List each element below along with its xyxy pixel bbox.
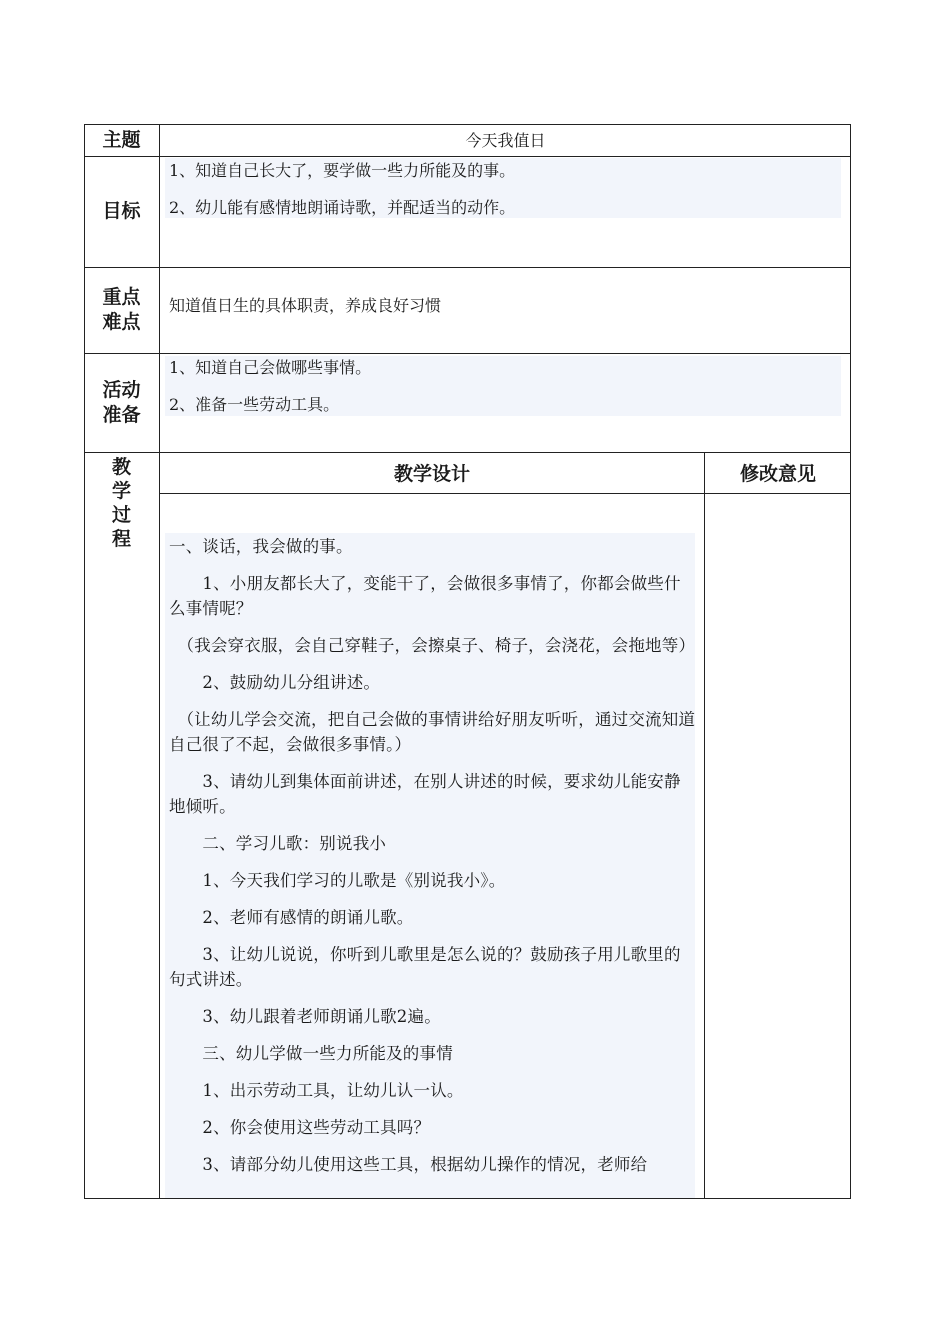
design-paragraph: 3、请幼儿到集体面前讲述，在别人讲述的时候，要求幼儿能安静地倾听。 [169, 772, 681, 816]
design-paragraph: 2、你会使用这些劳动工具吗？ [169, 1118, 431, 1137]
goal-label: 目标 [102, 200, 141, 222]
goal-item: 2、幼儿能有感情地朗诵诗歌，并配适当的动作。 [169, 198, 516, 217]
prep-label-line2: 准备 [102, 404, 141, 426]
row-divider [84, 452, 851, 453]
goal-item: 1、知道自己长大了，要学做一些力所能及的事。 [169, 161, 516, 180]
row-divider [84, 353, 851, 354]
design-paragraph: 1、出示劳动工具，让幼儿认一认。 [169, 1081, 464, 1100]
design-paragraph: 1、小朋友都长大了，变能干了，会做很多事情了，你都会做些什么事情呢？ [169, 574, 681, 618]
revise-column-divider [704, 452, 705, 1199]
label-column-divider [159, 124, 160, 1199]
key-label [84, 285, 159, 335]
key-value: 知道值日生的具体职责，养成良好习惯 [169, 296, 442, 315]
header-divider [159, 493, 851, 494]
design-paragraph: 3、幼儿跟着老师朗诵儿歌2遍。 [169, 1007, 441, 1026]
prep-item: 2、准备一些劳动工具。 [169, 395, 340, 414]
design-header: 教学设计 [393, 463, 470, 485]
design-paragraph: （我会穿衣服，会自己穿鞋子，会擦桌子、椅子，会浇花，会拖地等） [169, 636, 696, 655]
design-paragraph: 2、鼓励幼儿分组讲述。 [169, 673, 381, 692]
design-paragraph: 3、让幼儿说说，你听到儿歌里是怎么说的？鼓励孩子用儿歌里的句式讲述。 [169, 945, 681, 989]
key-label-line1: 重点 [102, 286, 141, 308]
design-paragraph: 一、谈话，我会做的事。 [169, 537, 353, 556]
design-paragraph: （让幼儿学会交流，把自己会做的事情讲给好朋友听听，通过交流知道自己很了不起，会做很多事情。） [169, 710, 696, 754]
design-paragraph: 3、请部分幼儿使用这些工具，根据幼儿操作的情况，老师给 [169, 1155, 648, 1174]
design-content [169, 534, 697, 1177]
prep-label-line1: 活动 [102, 379, 141, 401]
theme-value: 今天我值日 [465, 131, 546, 150]
revise-header: 修改意见 [739, 463, 816, 485]
design-paragraph: 二、学习儿歌：别说我小 [169, 834, 387, 853]
design-paragraph: 1、今天我们学习的儿歌是《别说我小》。 [169, 871, 506, 890]
row-divider [84, 267, 851, 268]
design-paragraph: 2、老师有感情的朗诵儿歌。 [169, 908, 414, 927]
design-paragraph: 三、幼儿学做一些力所能及的事情 [169, 1044, 453, 1063]
process-label-char: 学 [111, 480, 131, 502]
row-divider [84, 156, 851, 157]
prep-label [84, 378, 159, 428]
process-label-char: 程 [111, 528, 131, 550]
process-label-char: 过 [111, 504, 131, 526]
key-label-line2: 难点 [102, 311, 141, 333]
process-label-char: 教 [111, 456, 131, 478]
theme-label: 主题 [102, 129, 141, 151]
process-label [84, 455, 159, 551]
prep-item: 1、知道自己会做哪些事情。 [169, 358, 372, 377]
